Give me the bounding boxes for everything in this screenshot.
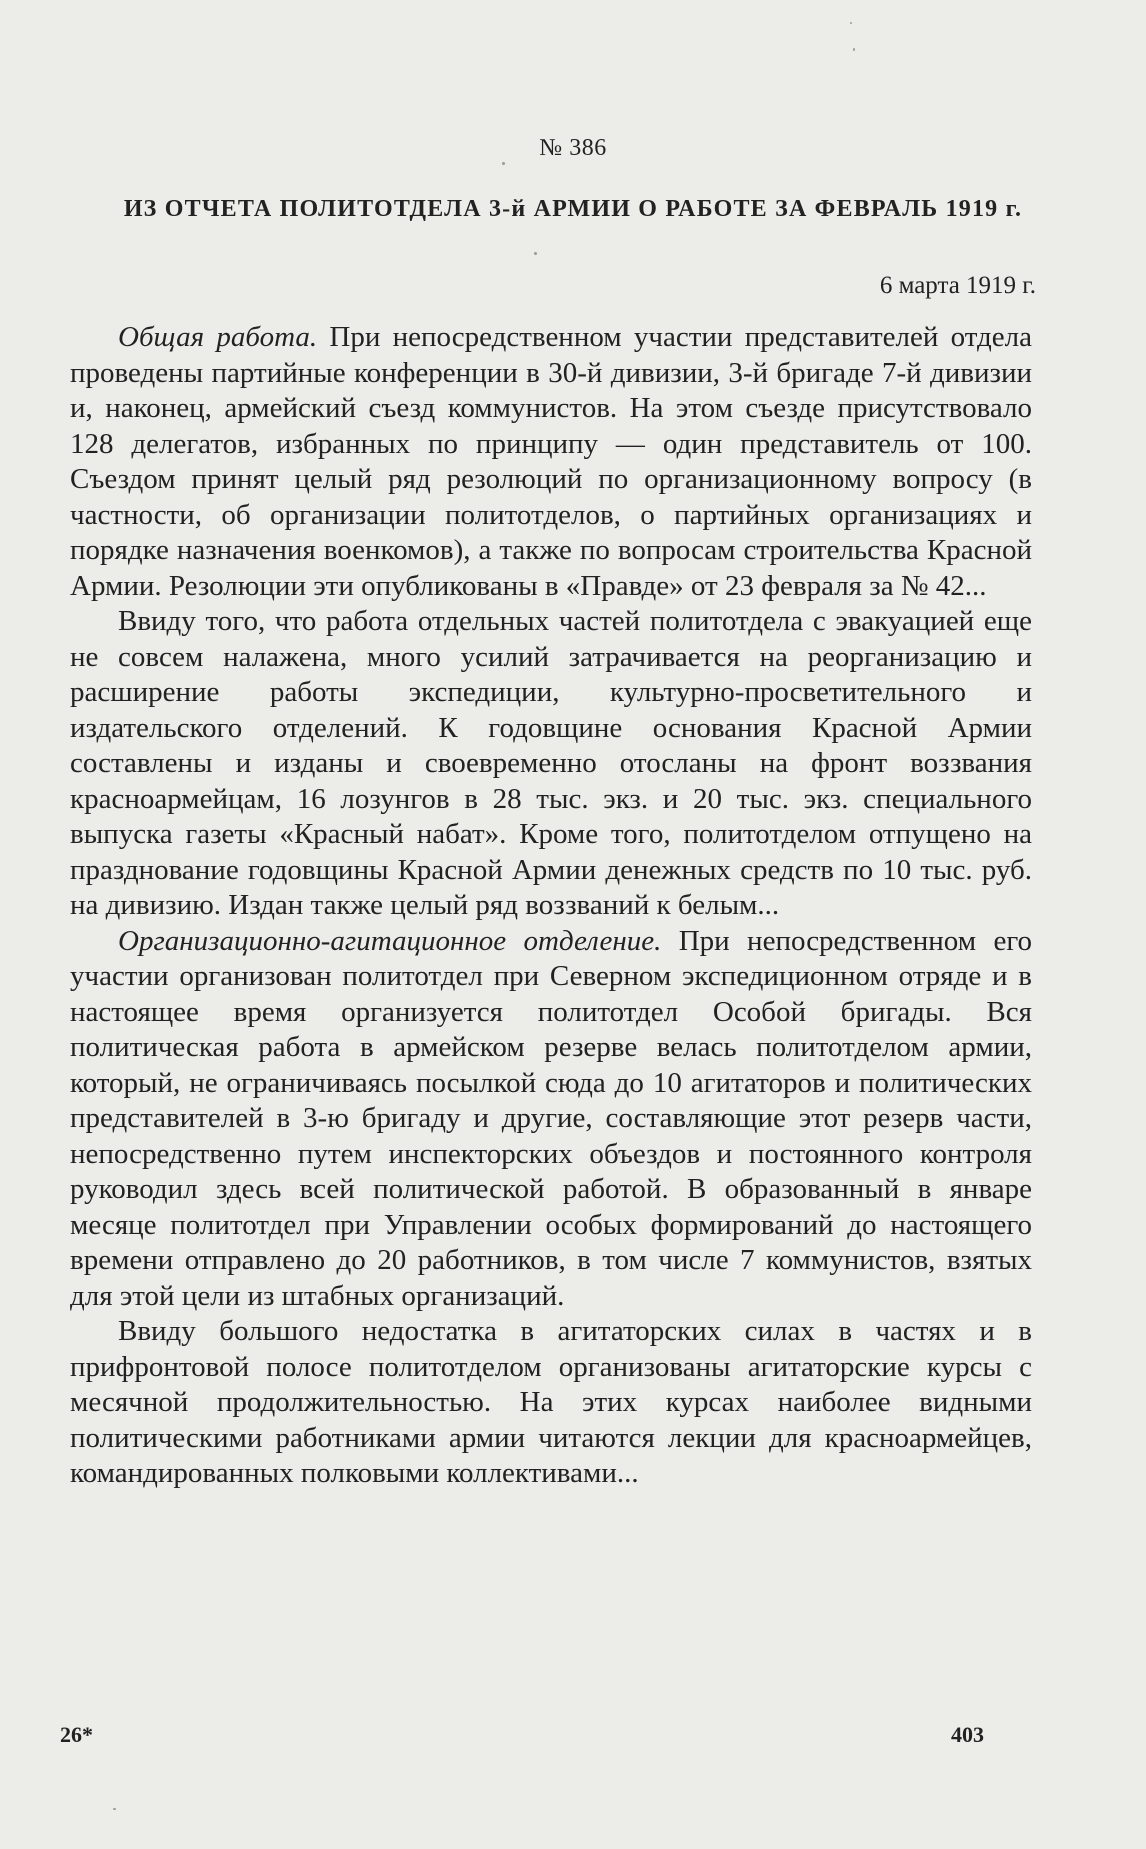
section-heading-org-agitation: Организационно-агитационное отделение. [118, 924, 662, 957]
paper-speck [502, 162, 505, 165]
document-number: № 386 [539, 135, 607, 161]
section-heading-general-work: Общая работа. [118, 321, 318, 353]
paper-speck [113, 1808, 116, 1810]
document-title: ИЗ ОТЧЕТА ПОЛИТОТДЕЛА 3-й АРМИИ О РАБОТЕ ЗА ФЕВРАЛЬ 1919 г. [123, 196, 1023, 222]
paragraph-general-work [70, 320, 1032, 604]
signature-mark: 26* [60, 1722, 93, 1747]
paragraph-text: Ввиду того, что работа отдельных частей политотдела с эвакуацией еще не совсем налажена, много усилий затрачивается на реорганизацию и расширение работы экспедиции, культурно-просветительного и издательского отделений. К годовщине основания Красной Армии составлены и изданы и своевременно отосланы на фронт воззвания красноармейцам, 16 лозунгов в 28 тыс. экз. и 20 тыс. экз. специального выпуска газеты «Красный набат». Кроме того, политотделом отпущено на празднование годовщины Красной Армии денежных средств по 10 тыс. руб. на дивизию. Издан также целый ряд воззваний к белым... [70, 605, 1032, 921]
paragraph-org-agitation [70, 924, 1032, 1315]
document-date: 6 марта 1919 г. [879, 272, 1036, 299]
document-body [70, 320, 1032, 1492]
paragraph-text: Ввиду большого недостатка в агитаторских силах в частях и в прифронтовой полосе политотделом организованы агитаторские курсы с месячной продолжительностью. На этих курсах наиболее видными политическими работниками армии читаются лекции для красноармейцев, командированных полковыми коллективами... [70, 1315, 1032, 1489]
paper-speck [850, 22, 852, 24]
paper-speck [853, 48, 855, 51]
paragraph-text: При непосредственном его участии организован политотдел при Северном экспедиционном отряде и в настоящее время организуется политотдел Особой бригады. Вся политическая работа в армейском резерве велась политотделом армии, который, не ограничиваясь посылкой сюда до 10 агитаторов и политических представителей в 3-ю бригаду и другие, составляющие этот резерв части, непосредственно путем инспекторских объездов и постоянного контроля руководил здесь всей политической работой. В образованный в январе месяце политотдел при Управлении особых формирований до настоящего времени отправлено до 20 работников, в том числе 7 коммунистов, взятых для этой цели из штабных организаций. [70, 924, 1032, 1312]
page-number: 403 [951, 1722, 984, 1747]
paragraph-evacuation [70, 604, 1032, 924]
paragraph-agitator-courses [70, 1314, 1032, 1492]
paragraph-text: При непосредственном участии представителей отдела проведены партийные конференции в 30-й дивизии, 3-й бригаде 7-й дивизии и, наконец, армейский съезд коммунистов. На этом съезде присутствовало 128 делегатов, избранных по принципу — один представитель от 100. Съездом принят целый ряд резолюций по организационному вопросу (в частности, об организации политотделов, о партийных организациях и порядке назначения военкомов), а также по вопросам строительства Красной Армии. Резолюции эти опубликованы в «Правде» от 23 февраля за № 42... [70, 321, 1033, 602]
paper-speck [534, 252, 537, 255]
